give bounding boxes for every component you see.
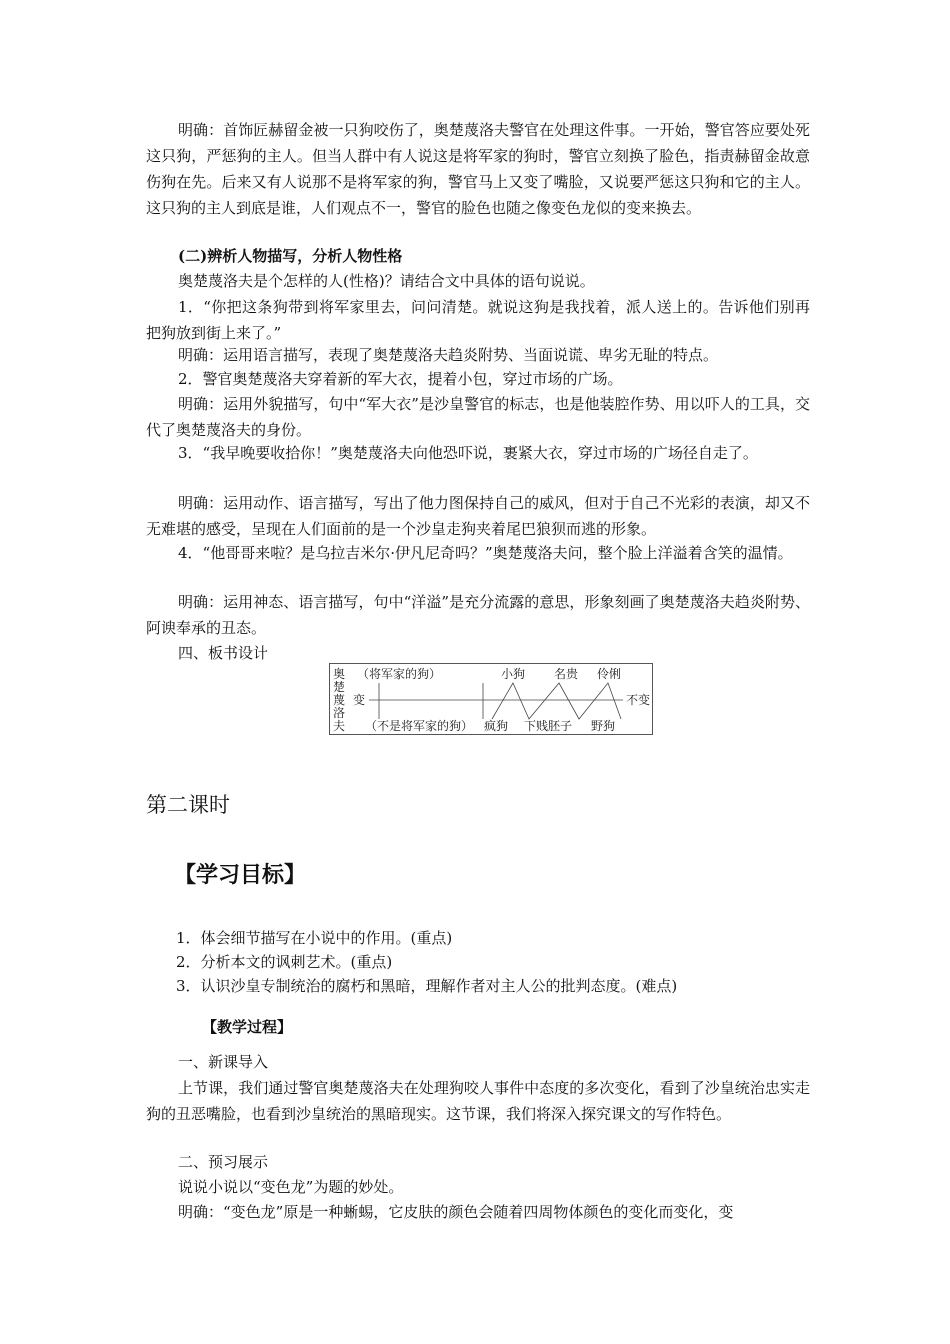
step-2-answer: 明确：“变色龙”原是一种蜥蜴，它皮肤的颜色会随着四周物体颜色的变化而变化，变 <box>178 1203 734 1221</box>
board-bottom-word: 疯狗 <box>484 719 509 733</box>
board-name-char: 蔑 <box>333 693 346 707</box>
board-change-label: 变 <box>353 693 366 707</box>
board-name-char: 夫 <box>333 719 346 733</box>
goal-item: 2．分析本文的讽刺艺术。(重点) <box>176 953 393 971</box>
question-text: 奥楚蔑洛夫是个怎样的人(性格)？请结合文中具体的语句说说。 <box>178 272 595 290</box>
board-top-word: 名贵 <box>554 667 579 681</box>
board-name-char: 洛 <box>333 706 346 720</box>
goal-item: 3．认识沙皇专制统治的腐朽和黑暗，理解作者对主人公的批判态度。(难点) <box>176 977 678 995</box>
board-lines <box>369 683 623 719</box>
board-design-title: 四、板书设计 <box>178 644 269 662</box>
board-top-label: （将军家的狗） <box>357 667 442 681</box>
board-unchanged-label: 不变 <box>626 693 651 707</box>
board-top-word: 小狗 <box>501 667 526 681</box>
goals-title: 【学习目标】 <box>174 863 307 888</box>
board-name-char: 楚 <box>333 680 346 694</box>
lesson-title: 第二课时 <box>146 793 230 817</box>
step-1-text: 上节课，我们通过警官奥楚蔑洛夫在处理狗咬人事件中态度的多次变化，看到了沙皇统治忠实走狗的丑恶嘴脸，也看到沙皇统治的黑暗现实。这节课，我们将深入探究课文的写作特色。 <box>146 1079 810 1123</box>
step-2-title: 二、预习展示 <box>178 1153 269 1171</box>
answer-1: 明确：运用语言描写，表现了奥楚蔑洛夫趋炎附势、当面说谎、卑劣无耻的特点。 <box>178 346 719 364</box>
board-bottom-word: 野狗 <box>591 719 616 733</box>
goal-item: 1．体会细节描写在小说中的作用。(重点) <box>176 929 453 947</box>
board-design-diagram <box>329 663 653 735</box>
board-top-word: 伶俐 <box>597 667 622 681</box>
para-clarification: 明确：首饰匠赫留金被一只狗咬伤了，奥楚蔑洛夫警官在处理这件事。一开始，警官答应要处死这只狗，严惩狗的主人。但当人群中有人说这是将军家的狗时，警官立刻换了脸色，指责赫留金故意伤狗在先。后来又有人说那不是将军家的狗，警官马上又变了嘴脸，又说要严惩这只狗和它的主人。这只狗的主人到底是谁，人们观点不一，警官的脸色也随之像变色龙似的变来换去。 <box>146 121 810 217</box>
item-4: 4．“他哥哥来啦？是乌拉吉米尔·伊凡尼奇吗？”奥楚蔑洛夫问，整个脸上洋溢着含笑的温情。 <box>178 544 793 562</box>
item-3: 3．“我早晚要收拾你！”奥楚蔑洛夫向他恐吓说，裹紧大衣，穿过市场的广场径自走了。 <box>178 444 758 462</box>
board-bottom-word: 下贱胚子 <box>524 719 573 733</box>
section-title-character: (二)辨析人物描写，分析人物性格 <box>178 247 403 265</box>
answer-3: 明确：运用动作、语言描写，写出了他力图保持自己的威风，但对于自己不光彩的表演，却又不无难堪的感受，呈现在人们面前的是一个沙皇走狗夹着尾巴狼狈而逃的形象。 <box>146 494 810 538</box>
answer-4: 明确：运用神态、语言描写，句中“洋溢”是充分流露的意思，形象刻画了奥楚蔑洛夫趋炎附势、阿谀奉承的丑态。 <box>146 593 810 637</box>
board-name-char: 奥 <box>333 667 346 681</box>
process-title: 【教学过程】 <box>202 1018 293 1036</box>
item-2: 2．警官奥楚蔑洛夫穿着新的军大衣，提着小包，穿过市场的广场。 <box>178 370 623 388</box>
item-1: 1．“你把这条狗带到将军家里去，问问清楚。就说这狗是我找着，派人送上的。告诉他们别再把狗放到街上来了。” <box>146 298 810 342</box>
board-bottom-label: （不是将军家的狗） <box>365 719 474 733</box>
answer-2: 明确：运用外貌描写，句中“军大衣”是沙皇警官的标志，也是他装腔作势、用以吓人的工具，交代了奥楚蔑洛夫的身份。 <box>146 395 810 439</box>
board-zigzag <box>492 683 621 719</box>
step-2-question: 说说小说以“变色龙”为题的妙处。 <box>178 1178 404 1196</box>
step-1-title: 一、新课导入 <box>178 1053 269 1071</box>
